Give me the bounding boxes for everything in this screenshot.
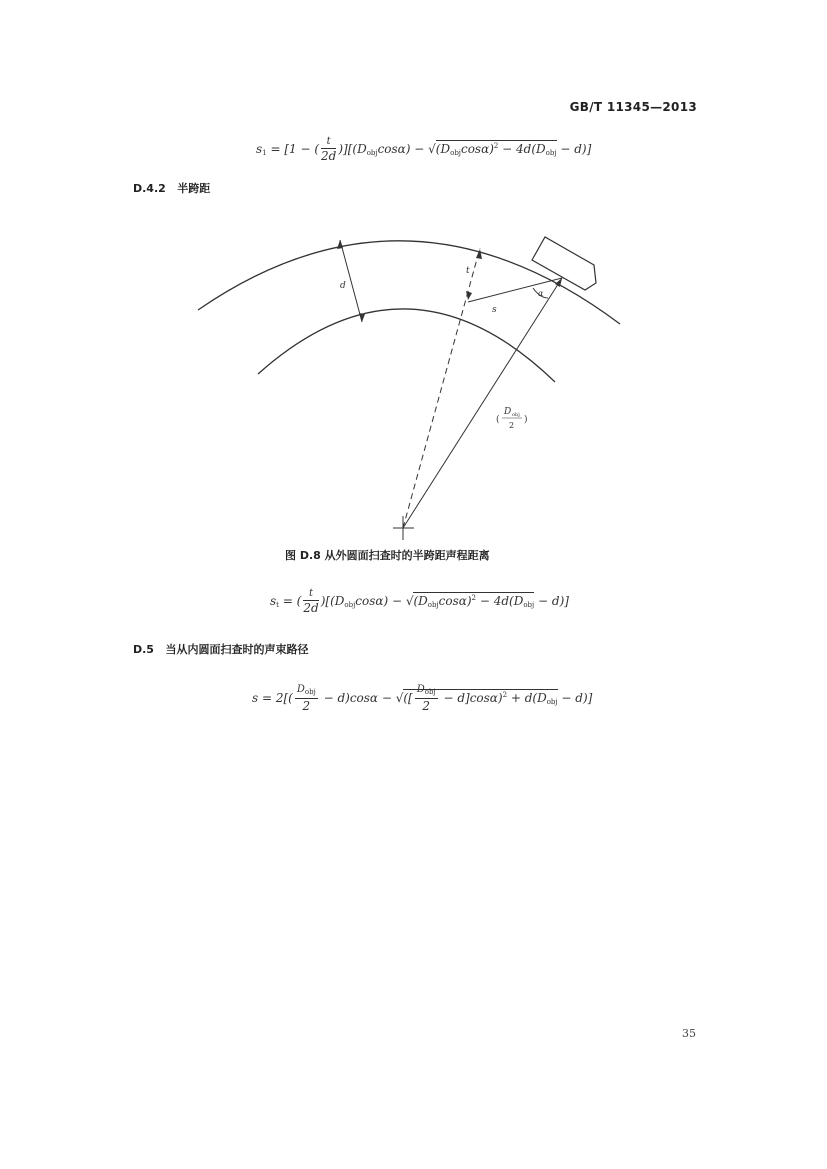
figure-d8	[0, 0, 827, 560]
section-heading-d5	[133, 641, 308, 657]
label-s: s	[492, 305, 497, 315]
page-number: 35	[682, 1027, 696, 1040]
label-radius-num: D	[504, 407, 512, 417]
label-radius-open: (	[496, 415, 500, 425]
label-radius-den: 2	[509, 421, 515, 430]
section-number: D.5	[133, 643, 154, 656]
section-title: 半跨距	[177, 182, 211, 195]
figure-caption: 图 D.8 从外圆面扫查时的半跨距声程距离	[285, 549, 490, 562]
section-title: 当从内圆面扫查时的声束路径	[165, 643, 309, 656]
standard-number: GB/T 11345—2013	[569, 100, 697, 114]
center-dashed-line	[403, 248, 480, 528]
label-t: t	[466, 266, 470, 276]
label-radius-close: )	[524, 415, 528, 425]
label-radius-sub: obj	[512, 412, 520, 418]
label-d: d	[340, 281, 346, 291]
section-number: D.4.2	[133, 182, 166, 195]
radius-line	[403, 278, 562, 528]
formula-st: $s_t$ = ( $\frac{t}{2d}$ )$[(D_{obj}\cos\alpha) - √(D_{obj}\cos\alpha)^2 - 4d(D_{obj} - d)]$	[270, 588, 569, 615]
formula-s-inner: s = 2[( $\frac{D_{obj}}{2}$ − d)cosα − √([ $\frac{D_{obj}}{2}$ − $d]\cos\alpha)^2 + d(D_{obj} - d)$]	[252, 684, 593, 713]
formula-s1: $s_1 = [1$ − ( $\frac{t}{2d}$ )]$[(D_{obj}\cos\alpha) - √(D_{obj}\cos\alpha)^2 - 4d(D_{obj} - d)]$	[256, 136, 592, 163]
inner-surface-arc	[258, 309, 555, 382]
probe	[532, 237, 596, 290]
label-alpha: α	[538, 289, 544, 298]
